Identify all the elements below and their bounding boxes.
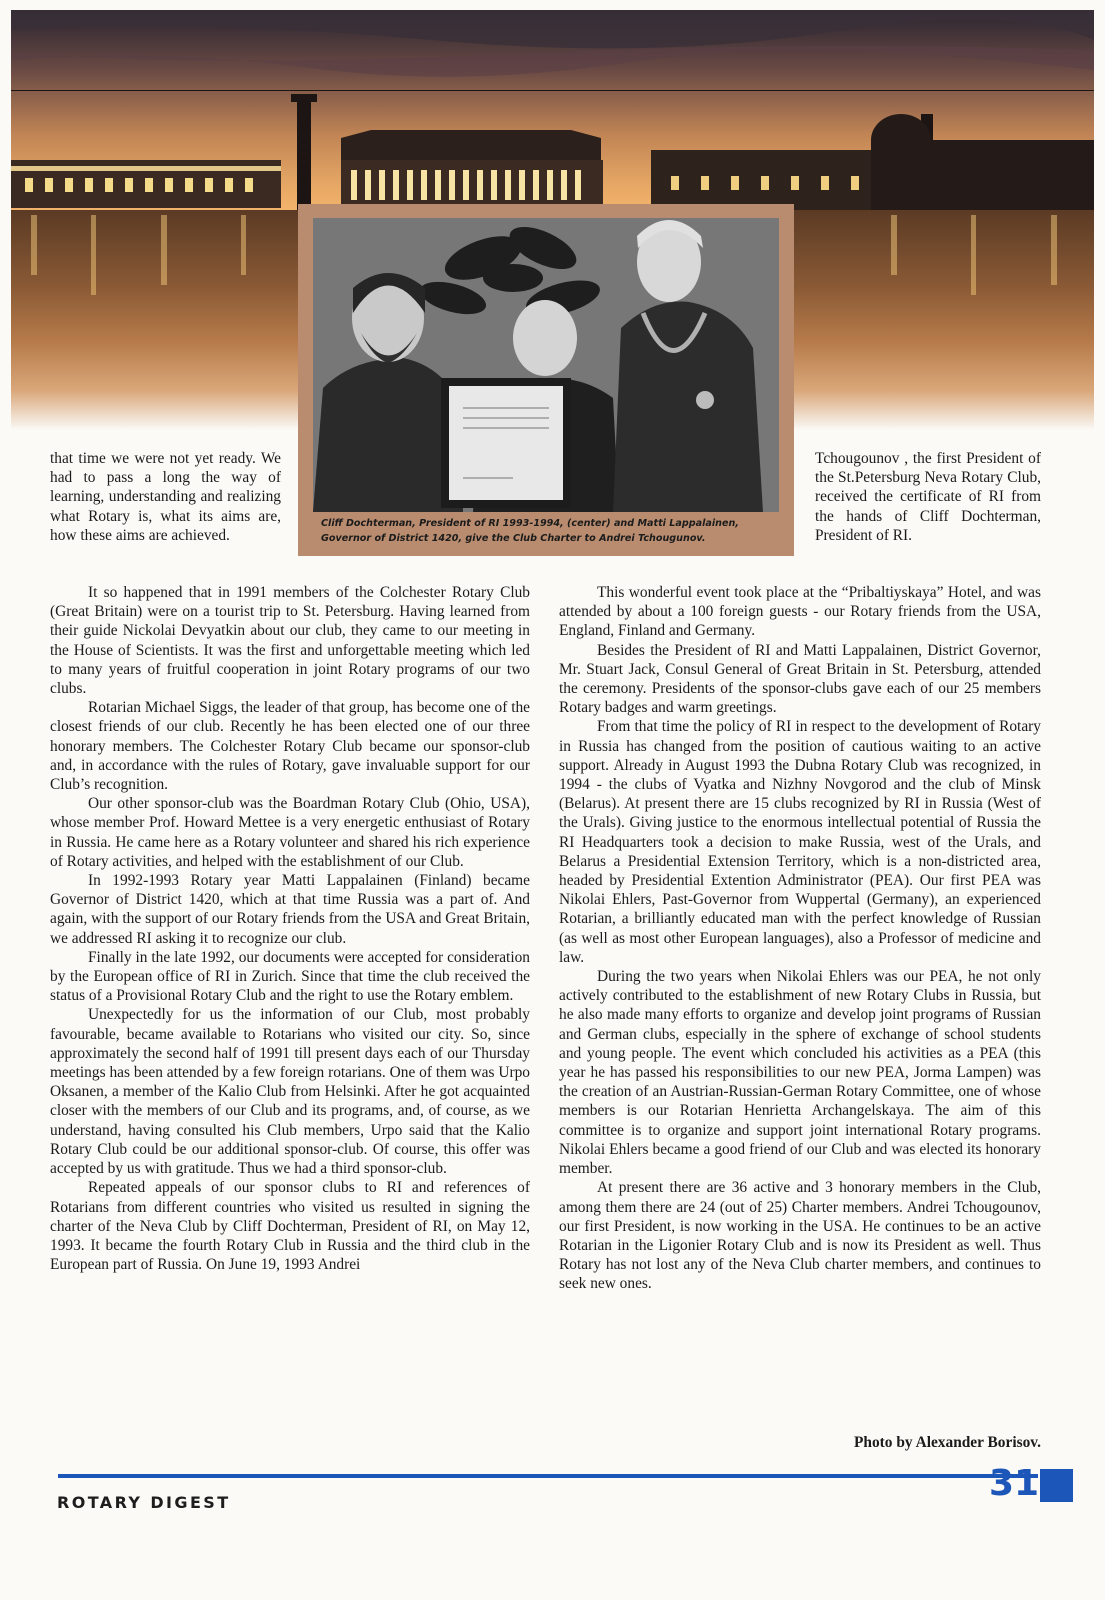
paragraph: Finally in the late 1992, our documents were accepted for consideration by the European office of RI in Zurich. Since that time the club received the status of a Provisional Rotary Club and the right to use the Rotary emblem. — [50, 948, 530, 1005]
photo-illustration — [313, 218, 779, 512]
paragraph: Unexpectedly for us the information of our Club, most probably favourable, became available to Rotarians who visited our city. So, since approximately the second half of 1991 till present days each of our Thursday meetings has been attended by a few foreign rotarians. One of them was Urpo Oksanen, a member of the Kalio Club from Helsinki. After he got acquainted closer with the members of our Club and its programs, and, of course, as we understand, having consulted his Club members, Urpo said that the Kalio Rotary Club could be our additional sponsor-club. Of course, this offer was accepted by us with gratitude. Thus we had a third sponsor-club. — [50, 1006, 530, 1178]
paragraph: Rotarian Michael Siggs, the leader of that group, has become one of the closest friends of our club. Recently he has been elected one of our three honorary members. The Colchester Rotary Club became our sponsor-club and, in accordance with the rules of Rotary, gave invaluable support for our Club’s recognition. — [50, 699, 530, 794]
photo-frame — [298, 204, 794, 556]
page-marker-block — [1040, 1469, 1073, 1502]
column-1-text — [50, 583, 530, 1274]
column-2-top-text — [815, 449, 1041, 545]
paragraph: that time we were not yet ready. We had to pass a long the way of learning, understanding and realizing what Rotary is, what its aims are, how these aims are achieved. — [50, 450, 281, 544]
photo-credit: Photo by Alexander Borisov. — [854, 1434, 1041, 1451]
column-1-top-text — [50, 449, 281, 545]
caption-line-1: Cliff Dochterman, President of RI 1993-1994, (center) and Matti Lappalainen, — [321, 518, 739, 529]
caption-line-2: Governor of District 1420, give the Club Charter to Andrei Tchougunov. — [321, 533, 706, 544]
paragraph: It so happened that in 1991 members of the Colchester Rotary Club (Great Britain) were on a tourist trip to St. Petersburg. Having learned from their guide Nickolai Devyatkin about our club, they came to our meeting in the House of Scientists. It was the first and unforgettable meeting which led to many years of fruitful cooperation in joint Rotary programs of our two clubs. — [50, 584, 530, 698]
paragraph: Repeated appeals of our sponsor clubs to RI and references of Rotarians from different countries who visited us resulted in signing the charter of the Neva Club by Cliff Dochterman, President of RI, on May 12, 1993. It became the fourth Rotary Club in Russia and the third club in the European part of Russia. On June 19, 1993 Andrei — [50, 1179, 530, 1274]
paragraph: Besides the President of RI and Matti Lappalainen, District Governor, Mr. Stuart Jack, Consul General of Great Britain in St. Petersburg, attended the ceremony. Presidents of the sponsor-clubs gave each of our 25 members Rotary badges and warm greetings. — [559, 641, 1041, 717]
column-2-text — [559, 583, 1041, 1294]
banner-rule — [11, 90, 1094, 91]
paragraph: This wonderful event took place at the “Pribaltiyskaya” Hotel, and was attended by about a 100 foreign guests - our Rotary friends from the USA, England, Finland and Germany. — [559, 584, 1041, 640]
publication-name: ROTARY DIGEST — [57, 1493, 231, 1512]
photo-caption — [313, 516, 779, 546]
page-number: 31 — [989, 1463, 1040, 1504]
footer-rule — [58, 1474, 1038, 1478]
paragraph: During the two years when Nikolai Ehlers was our PEA, he not only actively contributed to the establishment of new Rotary Clubs in Russia, but he also made many efforts to organize and develop joint programs of Russian and German clubs, especially in the sphere of exchange of school students and young people. The event which concluded his activities as a PEA (this year he has passed his responsibilities to our new PEA, Jorma Lampen) was the creation of an Austrian-Russian-German Rotary Committee, one of whose members is our Rotarian Henrietta Archangelskaya. The aim of this committee is to organize and support joint international Rotary programs. Nikolai Ehlers became a good friend of our Club and was elected its honorary member. — [559, 968, 1041, 1178]
paragraph: In 1992-1993 Rotary year Matti Lappalainen (Finland) became Governor of District 1420, which at that time Russia was a part of. And again, with the support of our Rotary friends from the USA and Great Britain, we addressed RI asking it to recognize our club. — [50, 872, 530, 947]
paragraph: Tchougounov , the first President of the St.Petersburg Neva Rotary Club, received the certificate of RI from the hands of Cliff Dochterman, President of RI. — [815, 450, 1041, 544]
paragraph: At present there are 36 active and 3 honorary members in the Club, among them there are 24 (out of 25) Charter members. Andrei Tchougounov, our first President, is now working in the USA. He continues to be an active Rotarian in the Ligonier Rotary Club and is now its President as well. Thus Rotary has not lost any of the Neva Club charter members, and continues to seek new ones. — [559, 1179, 1041, 1293]
paragraph: Our other sponsor-club was the Boardman Rotary Club (Ohio, USA), whose member Prof. Howard Mettee is a very energetic enthusiast of Rotary in Russia. He came here as a Rotary volunteer and shared his rich experience of Rotary activities, and helped with the establishment of our Club. — [50, 795, 530, 870]
charter-ceremony-photo — [313, 218, 779, 512]
paragraph: From that time the policy of RI in respect to the development of Rotary in Russia has changed from the position of cautious waiting to an active support. Already in August 1993 the Dubna Rotary Club was recognized, in 1994 - the clubs of Vyatka and Nizhny Novgorod and the club of Minsk (Belarus). At present there are 15 clubs recognized by RI in Russia (West of the Urals). Giving justice to the enormous intellectual potential of Russia the RI Headquarters took a decision to make Russia, west of the Urals, and Belarus a Presidential Extension Territory, which is a non-districted area, headed by Presidential Extention Administrator (PEA). Our first PEA was Nikolai Ehlers, Past-Governor from Wuppertal (Germany), an experienced Rotarian, a brilliantly educated man with the perfect knowledge of Russian (as well as most other European languages), also a Professor of medicine and law. — [559, 718, 1041, 966]
